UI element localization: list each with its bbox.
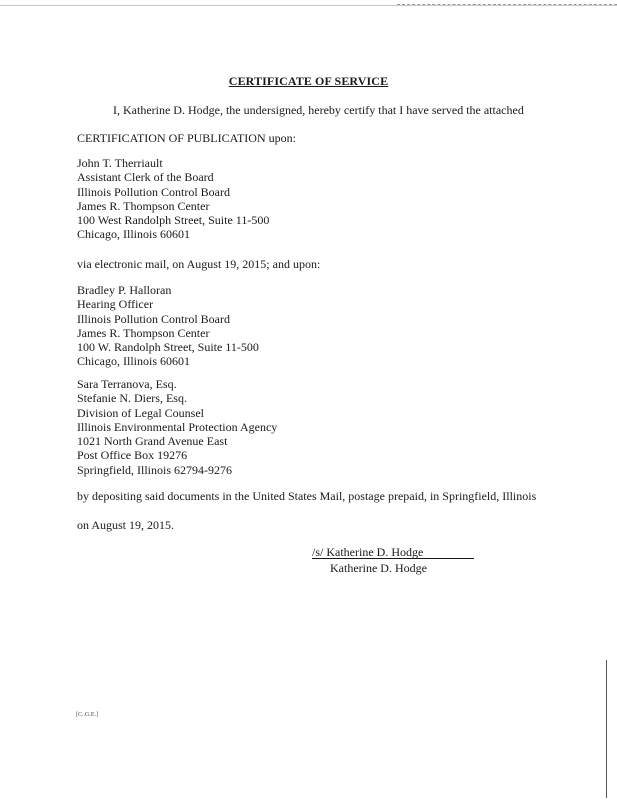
address-line: Assistant Clerk of the Board xyxy=(77,170,214,185)
recipient-block-hearing-officer xyxy=(77,283,259,369)
signature-electronic: /s/ Katherine D. Hodge xyxy=(312,545,424,559)
recipient-block-legal-counsel xyxy=(77,377,277,477)
address-line: 100 West Randolph Street, Suite 11-500 xyxy=(77,213,270,228)
deposit-line-1: by depositing said documents in the United States Mail, postage prepaid, in Springfield, Illinois xyxy=(77,489,537,503)
address-line: Hearing Officer xyxy=(77,297,154,312)
address-line: James R. Thompson Center xyxy=(77,198,210,213)
address-line: 1021 North Grand Avenue East xyxy=(77,434,228,449)
address-line: Springfield, Illinois 62794-9276 xyxy=(77,462,232,477)
address-line: Illinois Environmental Protection Agency xyxy=(77,419,278,434)
address-line: Bradley P. Halloran xyxy=(77,283,172,297)
footer-code: [C..G.E.] xyxy=(76,712,98,718)
address-line: Post Office Box 19276 xyxy=(77,448,188,463)
signature-printed-name: Katherine D. Hodge xyxy=(330,561,427,575)
address-line: James R. Thompson Center xyxy=(77,325,210,340)
address-line: 100 W. Randolph Street, Suite 11-500 xyxy=(77,340,259,355)
address-line: Stefanie N. Diers, Esq. xyxy=(77,391,187,406)
address-line: John T. Therriault xyxy=(77,156,163,170)
scan-edge-top xyxy=(0,5,617,6)
intro-line-2: CERTIFICATION OF PUBLICATION upon: xyxy=(77,131,296,145)
page-title: CERTIFICATE OF SERVICE xyxy=(228,74,389,88)
address-line: Division of Legal Counsel xyxy=(77,405,204,420)
recipient-block-clerk xyxy=(77,156,269,242)
address-line: Chicago, Illinois 60601 xyxy=(77,354,190,369)
address-line: Chicago, Illinois 60601 xyxy=(77,227,190,242)
address-line: Illinois Pollution Control Board xyxy=(77,184,231,199)
scan-edge-right xyxy=(606,660,607,798)
via-line: via electronic mail, on August 19, 2015; and upon: xyxy=(77,257,321,271)
address-line: Sara Terranova, Esq. xyxy=(77,377,177,391)
address-line: Illinois Pollution Control Board xyxy=(77,311,231,326)
intro-line-1: I, Katherine D. Hodge, the undersigned, hereby certify that I have served the attached xyxy=(113,103,524,117)
deposit-line-2: on August 19, 2015. xyxy=(77,518,175,532)
scan-edge-top-right xyxy=(397,0,617,5)
